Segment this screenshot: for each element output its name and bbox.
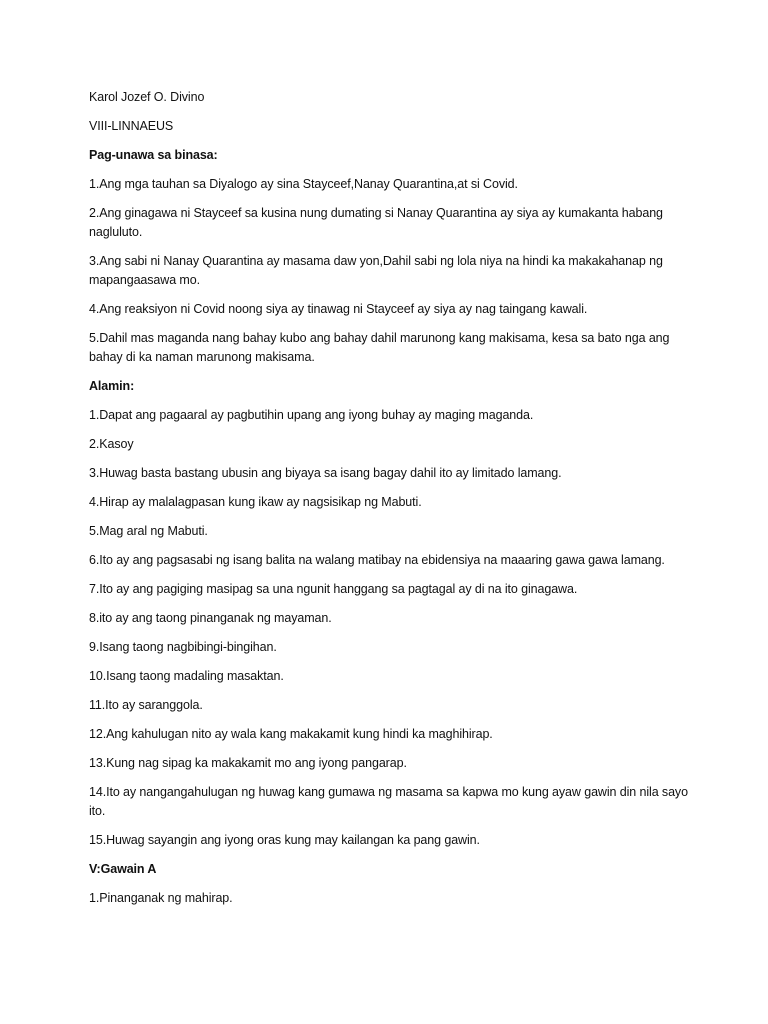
alamin-item: 8.ito ay ang taong pinanganak ng mayaman. xyxy=(89,611,332,625)
answer-item: 4.Ang reaksiyon ni Covid noong siya ay tinawag ni Stayceef ay siya ay nag taingang kawali. xyxy=(89,302,588,316)
answer-item: 3.Ang sabi ni Nanay Quarantina ay masama daw yon,Dahil sabi ng lola niya na hindi ka makakahanap ng mapangaasawa mo. xyxy=(89,254,663,287)
section-name: VIII-LINNAEUS xyxy=(89,119,174,133)
alamin-item: 1.Dapat ang pagaaral ay pagbutihin upang ang iyong buhay ay maging maganda. xyxy=(89,408,534,422)
document-content xyxy=(89,88,689,918)
alamin-item: 15.Huwag sayangin ang iyong oras kung may kailangan ka pang gawin. xyxy=(89,833,480,847)
answer-item: 2.Ang ginagawa ni Stayceef sa kusina nung dumating si Nanay Quarantina ay siya ay kumakanta habang nagluluto. xyxy=(89,206,663,239)
alamin-item: 2.Kasoy xyxy=(89,437,134,451)
author-name: Karol Jozef O. Divino xyxy=(89,90,205,104)
answer-item: 1.Ang mga tauhan sa Diyalogo ay sina Stayceef,Nanay Quarantina,at si Covid. xyxy=(89,177,518,191)
alamin-item: 3.Huwag basta bastang ubusin ang biyaya sa isang bagay dahil ito ay limitado lamang. xyxy=(89,466,562,480)
alamin-item: 7.Ito ay ang pagiging masipag sa una ngunit hanggang sa pagtagal ay di na ito ginagawa. xyxy=(89,582,578,596)
alamin-item: 11.Ito ay saranggola. xyxy=(89,698,203,712)
gawain-item: 1.Pinanganak ng mahirap. xyxy=(89,891,233,905)
alamin-item: 13.Kung nag sipag ka makakamit mo ang iyong pangarap. xyxy=(89,756,407,770)
alamin-item: 9.Isang taong nagbibingi-bingihan. xyxy=(89,640,277,654)
heading-gawain: V:Gawain A xyxy=(89,862,157,876)
alamin-item: 10.Isang taong madaling masaktan. xyxy=(89,669,284,683)
alamin-item: 5.Mag aral ng Mabuti. xyxy=(89,524,208,538)
alamin-item: 4.Hirap ay malalagpasan kung ikaw ay nagsisikap ng Mabuti. xyxy=(89,495,422,509)
heading-pag-unawa: Pag-unawa sa binasa: xyxy=(89,148,218,162)
alamin-item: 6.Ito ay ang pagsasabi ng isang balita na walang matibay na ebidensiya na maaaring gawa gawa lamang. xyxy=(89,553,665,567)
alamin-item: 14.Ito ay nangangahulugan ng huwag kang gumawa ng masama sa kapwa mo kung ayaw gawin din nila sayo ito. xyxy=(89,785,688,818)
alamin-item: 12.Ang kahulugan nito ay wala kang makakamit kung hindi ka maghihirap. xyxy=(89,727,493,741)
heading-alamin: Alamin: xyxy=(89,379,135,393)
answer-item: 5.Dahil mas maganda nang bahay kubo ang bahay dahil marunong kang makisama, kesa sa bato nga ang bahay di ka naman marunong makisama. xyxy=(89,331,670,364)
